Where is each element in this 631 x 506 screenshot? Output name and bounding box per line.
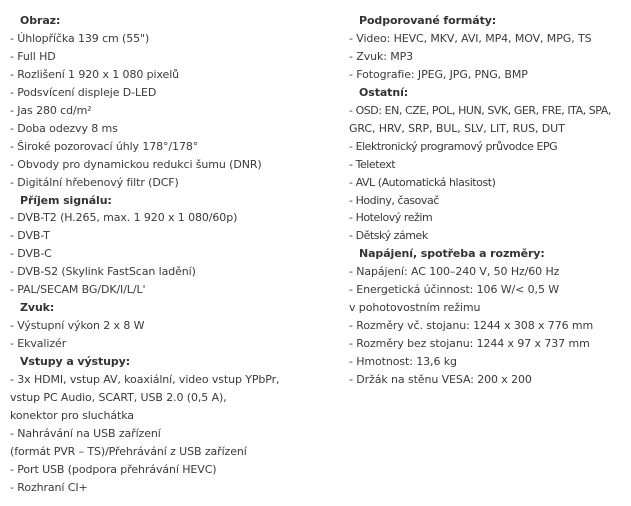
spec-item: - Rozměry bez stojanu: 1244 x 97 x 737 mm [349, 337, 590, 351]
spec-item: - DVB-C [10, 247, 52, 261]
spec-item: - Energetická účinnost: 106 W/< 0,5 W [349, 283, 560, 297]
spec-item: - Obvody pro dynamickou redukci šumu (DNR) [10, 157, 262, 171]
spec-item: - OSD: EN, CZE, POL, HUN, SVK, GER, FRE, ITA, SPA, [349, 103, 611, 117]
spec-item: - Rozměry vč. stojanu: 1244 x 308 x 776 mm [349, 319, 594, 333]
spec-item: - Digitální hřebenový filtr (DCF) [10, 175, 179, 189]
spec-column-right [349, 12, 629, 389]
spec-item: - Dětský zámek [349, 229, 428, 243]
spec-item: - AVL (Automatická hlasitost) [349, 175, 496, 189]
spec-item: - Široké pozorovací úhly 178°/178° [10, 139, 199, 153]
spec-item: - Nahrávání na USB zařízení [10, 426, 161, 440]
spec-item: - Jas 280 cd/m² [10, 103, 92, 117]
spec-item: - DVB-T2 (H.265, max. 1 920 x 1 080/60p) [10, 211, 238, 225]
section-heading: Příjem signálu: [20, 193, 112, 207]
spec-item: - DVB-S2 (Skylink FastScan ladění) [10, 265, 196, 279]
spec-item-continuation: konektor pro sluchátka [10, 408, 134, 422]
spec-item: - Napájení: AC 100–240 V, 50 Hz/60 Hz [349, 265, 560, 279]
spec-item: - Teletext [349, 157, 396, 171]
spec-column-left [10, 12, 330, 497]
spec-item-continuation: vstup PC Audio, SCART, USB 2.0 (0,5 A), [10, 391, 227, 405]
section-heading: Napájení, spotřeba a rozměry: [359, 247, 545, 261]
spec-item-continuation: v pohotovostním režimu [349, 301, 481, 315]
spec-item: - Video: HEVC, MKV, AVI, MP4, MOV, MPG, TS [349, 31, 592, 45]
spec-item: - Rozlišení 1 920 x 1 080 pixelů [10, 67, 180, 81]
spec-item: - Fotografie: JPEG, JPG, PNG, BMP [349, 67, 528, 81]
spec-item: - Elektronický programový průvodce EPG [349, 139, 558, 153]
spec-item: - Hodiny, časovač [349, 193, 439, 207]
spec-item: - Port USB (podpora přehrávání HEVC) [10, 462, 217, 476]
spec-item-continuation: (formát PVR – TS)/Přehrávání z USB zařízení [10, 444, 247, 458]
section-heading: Obraz: [20, 14, 61, 27]
spec-item: - PAL/SECAM BG/DK/I/L/L' [10, 283, 146, 297]
spec-item: - Zvuk: MP3 [349, 49, 414, 63]
spec-item: - Full HD [10, 49, 56, 63]
spec-item: - Hmotnost: 13,6 kg [349, 355, 457, 369]
section-heading: Zvuk: [20, 301, 55, 315]
section-heading: Ostatní: [359, 85, 409, 99]
spec-item: - Hotelový režim [349, 211, 433, 225]
spec-item: - Úhlopříčka 139 cm (55") [10, 31, 150, 45]
spec-item: - Výstupní výkon 2 x 8 W [10, 319, 145, 333]
spec-item: - Doba odezvy 8 ms [10, 121, 118, 135]
section-heading: Vstupy a výstupy: [20, 355, 130, 369]
spec-item: - Rozhraní CI+ [10, 480, 88, 494]
section-heading: Podporované formáty: [359, 14, 497, 27]
spec-item: - Ekvalizér [10, 337, 67, 351]
spec-item-continuation: GRC, HRV, SRP, BUL, SLV, LIT, RUS, DUT [349, 121, 565, 135]
spec-item: - DVB-T [10, 229, 50, 243]
spec-item: - Držák na stěnu VESA: 200 x 200 [349, 373, 532, 387]
spec-item: - Podsvícení displeje D-LED [10, 85, 157, 99]
spec-item: - 3x HDMI, vstup AV, koaxiální, video vstup YPbPr, [10, 373, 280, 387]
